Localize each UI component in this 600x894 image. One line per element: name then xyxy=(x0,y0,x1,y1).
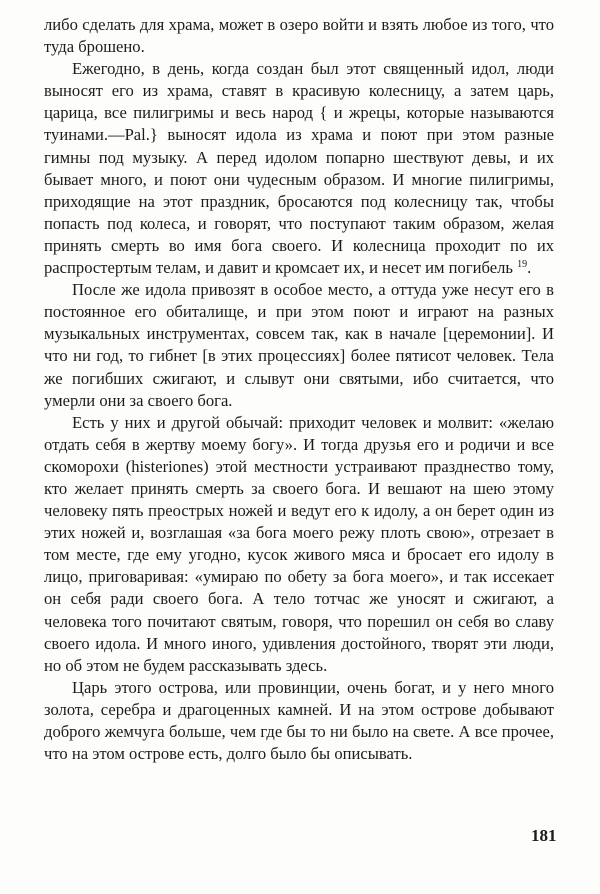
paragraph-annual-procession xyxy=(44,58,554,279)
footnote-marker: 19 xyxy=(517,259,528,271)
body-text xyxy=(44,14,554,765)
paragraph-king-of-island: Царь этого острова, или провинции, очень богат, и у него много золота, серебра и драгоценных камней. И на этом острове добывают доброго жемчуга больше, чем где бы то ни было на свете. А все прочее, что на этом острове есть, долго было бы описывать. xyxy=(44,677,554,764)
paragraph-return-of-idol: После же идола привозят в особое место, а оттуда уже несут его в постоянное его обиталище, и при этом поют и играют на разных музыкальных инструментах, совсем так, как в начале [церемонии]. И что ни год, то гибнет [в этих процессиях] более пятисот человек. Тела же погибших сжигают, и слывут они святыми, ибо считается, что умерли они за своего бога. xyxy=(44,280,554,410)
paragraph-self-sacrifice-custom: Есть у них и другой обычай: приходит человек и молвит: «желаю отдать себя в жертву моему богу». И тогда друзья его и родичи и все скоморохи (histeriones) этой местности устраивают празднество тому, кто желает принять смерть за своего бога. И вешают на шею этому человеку пять преострых ножей и ведут его к идолу, а он берет один из этих ножей и, возглашая «за бога моего режу плоть свою», отрезает в том месте, где ему угодно, кусок живого мяса и бросает его идолу в лицо, приговаривая: «умираю по обету за бога моего», и так иссекает он себя ради своего бога. А тело тотчас же уносят и сжигают, а человека того почитают святым, говоря, что порешил он себя во славу своего идола. И много иного, удивления достойного, творят эти люди, но об этом не будем рассказывать здесь. xyxy=(44,412,554,675)
paragraph-continuation: либо сделать для храма, может в озеро войти и взять любое из того, что туда брошено. xyxy=(44,15,554,57)
paragraph-annual-procession-text: Ежегодно, в день, когда создан был этот священный идол, люди выносят его из храма, ставят в красивую колесницу, а затем царь, царица, все пилигримы и весь народ { и жрецы, которые называются туинами.—Pal.} выносят идола из храма и поют при этом разные гимны под музыку. А перед идолом попарно шествуют девы, и их бывает много, и поют они чудесным образом. И многие пилигримы, приходящие на этот праздник, бросаются под колесницу так, чтобы попасть под колеса, и говорят, что поступают таким образом, желая принять смерть во имя бога своего. И колесница проходит по их распростертым телам, и давит и кромсает их, и несет им погибель xyxy=(44,59,554,278)
page-number: 181 xyxy=(531,826,557,845)
paragraph-annual-procession-end: . xyxy=(527,258,532,278)
